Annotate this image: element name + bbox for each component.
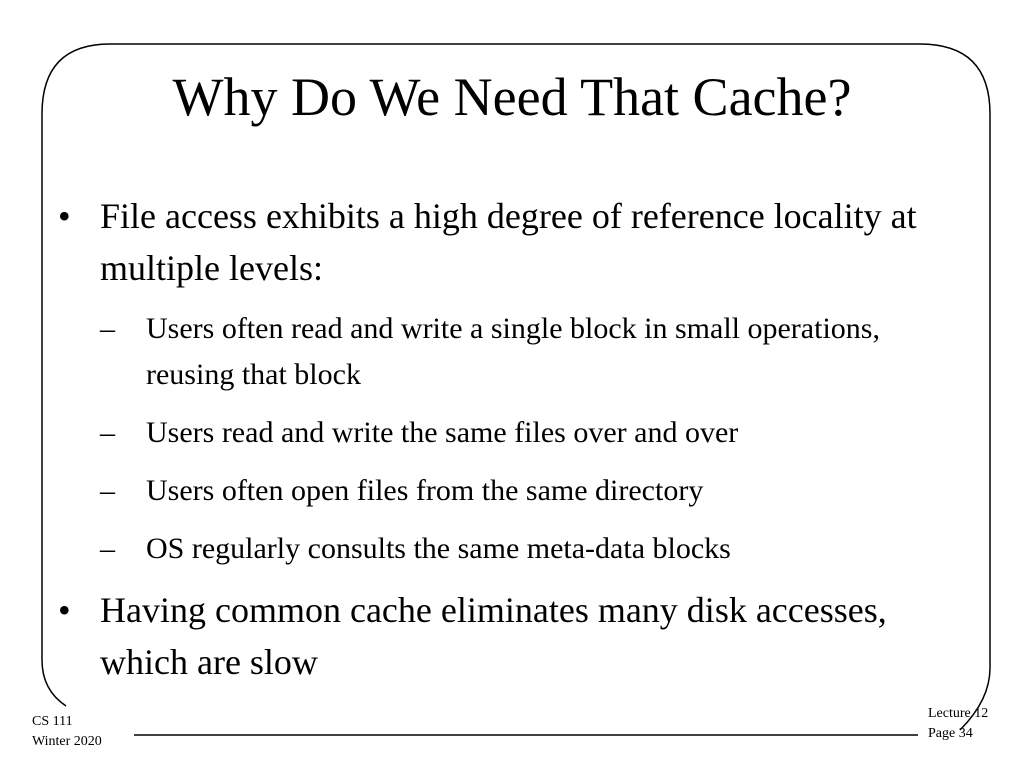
bullet-item: [58, 190, 958, 294]
sub-bullet-text: OS regularly consults the same meta-data blocks: [146, 532, 731, 565]
sub-bullet-text: Users often open files from the same directory: [146, 474, 704, 507]
bullet-glyph: •: [58, 196, 71, 236]
page-number: Page 34: [928, 726, 973, 741]
sub-bullet-glyph: –: [100, 532, 115, 565]
bullet-item: [58, 584, 958, 688]
sub-bullet-glyph: –: [100, 312, 115, 345]
sub-bullet-item: [100, 410, 958, 456]
sub-bullet-item: [100, 526, 958, 572]
footer-course-info: [32, 712, 102, 752]
sub-bullet-item: [100, 468, 958, 514]
course-label: CS 111: [32, 714, 73, 729]
footer-page-info: [928, 704, 988, 744]
bullet-text: File access exhibits a high degree of reference locality at multiple levels:: [100, 196, 917, 288]
bullet-glyph: •: [58, 590, 71, 630]
sub-bullet-list: [58, 306, 958, 572]
slide-title: Why Do We Need That Cache?: [172, 67, 852, 127]
sub-bullet-glyph: –: [100, 474, 115, 507]
sub-bullet-text: Users read and write the same files over and over: [146, 416, 739, 449]
sub-bullet-glyph: –: [100, 416, 115, 449]
bullet-text: Having common cache eliminates many disk accesses, which are slow: [100, 590, 887, 682]
bullet-list: [58, 190, 958, 700]
term-label: Winter 2020: [32, 734, 102, 749]
lecture-label: Lecture 12: [928, 706, 989, 721]
sub-bullet-text: Users often read and write a single block in small operations, reusing that block: [146, 312, 880, 391]
sub-bullet-item: [100, 306, 958, 398]
